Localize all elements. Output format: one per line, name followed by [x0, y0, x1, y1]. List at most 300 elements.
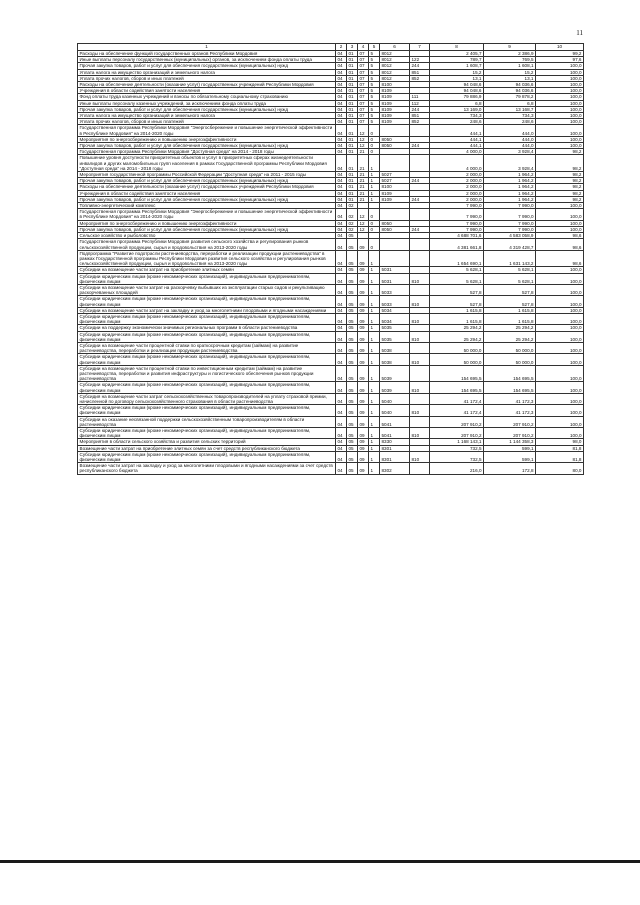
- code-podrazdel: 21: [358, 184, 369, 190]
- code-podrazdel: 07: [358, 106, 369, 112]
- amount-planned: 7 990,0: [430, 203, 484, 209]
- amount-planned: 444,1: [430, 125, 484, 136]
- table-row: [78, 284, 584, 295]
- code-program: 5: [369, 100, 380, 106]
- table-row: [78, 239, 584, 250]
- amount-planned: 734,3: [430, 113, 484, 119]
- amount-planned: 79 886,9: [430, 94, 484, 100]
- amount-executed: 444,0: [484, 136, 536, 142]
- code-razdel: 01: [347, 143, 358, 149]
- amount-executed: 50 000,0: [484, 342, 536, 353]
- amount-executed: 7 990,0: [484, 203, 536, 209]
- code-expense-type: [410, 125, 430, 136]
- amount-planned: 1 615,8: [430, 313, 484, 324]
- code-glav: 04: [336, 226, 347, 232]
- item-name: Иные выплаты персоналу государственных (муниципальных) органов, за исключением фонда оплаты труда: [78, 57, 336, 63]
- code-program: 1: [369, 428, 380, 439]
- code-glav: 04: [336, 428, 347, 439]
- code-podrazdel: 21: [358, 172, 369, 178]
- code-razdel: 05: [347, 267, 358, 273]
- table-row: [78, 365, 584, 382]
- code-podrazdel: 09: [358, 393, 369, 404]
- code-glav: 04: [336, 178, 347, 184]
- code-program: 1: [369, 196, 380, 202]
- amount-planned: 6,8: [430, 100, 484, 106]
- item-name: Государственная программа Республики Мордовия "Энергосбережение и повышение энергетической эффективности в Республике Мордовия" на 2014-2020 годы: [78, 209, 336, 220]
- execution-percent: 100,0: [536, 119, 584, 125]
- code-podrazdel: 09: [358, 451, 369, 462]
- code-article: [380, 125, 410, 136]
- amount-planned: 154 695,5: [430, 365, 484, 382]
- table-row: [78, 382, 584, 393]
- amount-planned: 2 000,0: [430, 178, 484, 184]
- code-podrazdel: 12: [358, 226, 369, 232]
- code-glav: 04: [336, 190, 347, 196]
- amount-planned: 1 615,8: [430, 307, 484, 313]
- item-name: Подпрограмма "Развитие подотрасли растениеводства, переработки и реализации продукции растениеводства" в рамках Государственной программы Республики Мордовия развития сельского хозяйства и регулирования рынков сельскохозяйственной продукции, сырья и продовольствия на 2013-2020 годы: [78, 250, 336, 267]
- execution-percent: 100,0: [536, 125, 584, 136]
- code-glav: 04: [336, 88, 347, 94]
- code-expense-type: 852: [410, 119, 430, 125]
- code-article: 5041: [380, 416, 410, 427]
- item-name: Топливно-энергетический комплекс: [78, 203, 336, 209]
- execution-percent: 98,2: [536, 155, 584, 172]
- code-razdel: 01: [347, 136, 358, 142]
- amount-planned: 13,1: [430, 75, 484, 81]
- item-name: Прочая закупка товаров, работ и услуг для обеспечения государственных (муниципальных) нужд: [78, 143, 336, 149]
- item-name: Субсидии юридическим лицам (кроме некоммерческих организаций), индивидуальным предпринимателям, физическим лицам: [78, 382, 336, 393]
- code-razdel: 01: [347, 190, 358, 196]
- execution-percent: 100,0: [536, 325, 584, 331]
- amount-executed: 25 294,2: [484, 325, 536, 331]
- execution-percent: 98,2: [536, 190, 584, 196]
- code-expense-type: 112: [410, 100, 430, 106]
- amount-planned: 444,1: [430, 136, 484, 142]
- code-razdel: 02: [347, 220, 358, 226]
- code-article: 8012: [380, 69, 410, 75]
- amount-planned: 1 654 690,1: [430, 250, 484, 267]
- header-cell: 1: [78, 44, 336, 51]
- amount-planned: 5 628,1: [430, 267, 484, 273]
- table-row: [78, 155, 584, 172]
- amount-planned: 444,1: [430, 143, 484, 149]
- code-podrazdel: 09: [358, 439, 369, 445]
- code-glav: 04: [336, 313, 347, 324]
- execution-percent: 100,0: [536, 136, 584, 142]
- code-program: 1: [369, 313, 380, 324]
- code-glav: 04: [336, 416, 347, 427]
- code-podrazdel: 12: [358, 125, 369, 136]
- code-article: 5038: [380, 342, 410, 353]
- code-program: 0: [369, 226, 380, 232]
- amount-executed: 7 990,0: [484, 209, 536, 220]
- item-name: Мероприятия по энергосбережению и повышению энергоэффективности: [78, 220, 336, 226]
- execution-percent: 98,2: [536, 196, 584, 202]
- code-podrazdel: 09: [358, 267, 369, 273]
- amount-executed: 734,3: [484, 113, 536, 119]
- code-expense-type: [410, 155, 430, 172]
- item-name: Сельское хозяйство и рыболовство: [78, 233, 336, 239]
- code-podrazdel: 07: [358, 88, 369, 94]
- code-article: 5027: [380, 178, 410, 184]
- item-name: Государственная программа Республики Мордовия "Энергосбережение и повышение энергетической эффективности в Республике Мордовия" на 2014-2020 годы: [78, 125, 336, 136]
- amount-executed: 5 628,1: [484, 267, 536, 273]
- item-name: Субсидии на возмещение части затрат на приобретение элитных семян: [78, 267, 336, 273]
- code-expense-type: [410, 284, 430, 295]
- code-razdel: 05: [347, 273, 358, 284]
- code-podrazdel: 12: [358, 143, 369, 149]
- code-article: 8012: [380, 51, 410, 57]
- code-podrazdel: 12: [358, 209, 369, 220]
- code-program: 1: [369, 178, 380, 184]
- code-glav: 04: [336, 100, 347, 106]
- code-glav: 04: [336, 203, 347, 209]
- code-razdel: 05: [347, 428, 358, 439]
- amount-planned: 527,8: [430, 296, 484, 307]
- code-glav: 04: [336, 325, 347, 331]
- code-glav: 04: [336, 184, 347, 190]
- item-name: Государственная программа Республики Мордовия "Доступная среда" на 2014 - 2018 годы: [78, 149, 336, 155]
- code-glav: 04: [336, 220, 347, 226]
- page-number: 11: [576, 29, 583, 37]
- code-article: 8012: [380, 63, 410, 69]
- amount-executed: 3 928,4: [484, 149, 536, 155]
- code-razdel: 01: [347, 106, 358, 112]
- amount-planned: 41 172,4: [430, 393, 484, 404]
- execution-percent: 100,0: [536, 405, 584, 416]
- code-expense-type: 244: [410, 106, 430, 112]
- execution-percent: 100,0: [536, 209, 584, 220]
- code-razdel: 01: [347, 149, 358, 155]
- amount-executed: 41 172,3: [484, 393, 536, 404]
- amount-executed: 25 294,2: [484, 331, 536, 342]
- item-name: Субсидии юридическим лицам (кроме некоммерческих организаций), индивидуальным предпринимателям, физическим лицам: [78, 273, 336, 284]
- code-program: 5: [369, 106, 380, 112]
- amount-executed: 207 910,2: [484, 416, 536, 427]
- execution-percent: 100,0: [536, 331, 584, 342]
- amount-planned: 207 910,2: [430, 416, 484, 427]
- code-article: 8109: [380, 94, 410, 100]
- code-podrazdel: 21: [358, 149, 369, 155]
- code-expense-type: 810: [410, 273, 430, 284]
- amount-executed: 1 631 143,2: [484, 250, 536, 267]
- code-razdel: 01: [347, 57, 358, 63]
- code-program: 1: [369, 445, 380, 451]
- code-glav: 04: [336, 75, 347, 81]
- table-row: [78, 125, 584, 136]
- amount-executed: 1 144 358,3: [484, 439, 536, 445]
- code-expense-type: 111: [410, 94, 430, 100]
- code-expense-type: 810: [410, 382, 430, 393]
- code-glav: 04: [336, 143, 347, 149]
- table-row: [78, 451, 584, 462]
- code-razdel: 01: [347, 155, 358, 172]
- item-name: Уплата прочих налогов, сборов и иных платежей: [78, 119, 336, 125]
- item-name: Прочая закупка товаров, работ и услуг для обеспечения государственных (муниципальных) нужд: [78, 226, 336, 232]
- execution-percent: 100,0: [536, 69, 584, 75]
- code-glav: 04: [336, 382, 347, 393]
- amount-executed: 769,5: [484, 57, 536, 63]
- code-article: 5033: [380, 296, 410, 307]
- code-article: 8301: [380, 451, 410, 462]
- execution-percent: 100,0: [536, 354, 584, 365]
- code-program: 1: [369, 463, 380, 474]
- code-expense-type: 851: [410, 113, 430, 119]
- code-program: 0: [369, 143, 380, 149]
- code-article: [380, 250, 410, 267]
- code-glav: 04: [336, 239, 347, 250]
- execution-percent: 100,0: [536, 284, 584, 295]
- code-program: 1: [369, 451, 380, 462]
- code-program: 1: [369, 354, 380, 365]
- code-program: 1: [369, 393, 380, 404]
- amount-executed: 1 964,2: [484, 178, 536, 184]
- item-name: Фонд оплаты труда казенных учреждений и взносы по обязательному социальному страхованию: [78, 94, 336, 100]
- item-name: Учреждения в области содействия занятости населения: [78, 88, 336, 94]
- code-program: 1: [369, 365, 380, 382]
- amount-executed: 444,0: [484, 143, 536, 149]
- execution-percent: 99,2: [536, 51, 584, 57]
- amount-planned: 4 000,0: [430, 149, 484, 155]
- code-program: 1: [369, 325, 380, 331]
- code-article: 5034: [380, 313, 410, 324]
- code-article: 5033: [380, 284, 410, 295]
- code-expense-type: 851: [410, 69, 430, 75]
- code-program: 1: [369, 342, 380, 353]
- code-glav: 04: [336, 307, 347, 313]
- code-razdel: 05: [347, 393, 358, 404]
- code-razdel: 05: [347, 405, 358, 416]
- code-article: 8109: [380, 190, 410, 196]
- execution-percent: 100,0: [536, 106, 584, 112]
- amount-planned: 50 000,0: [430, 342, 484, 353]
- code-glav: 04: [336, 155, 347, 172]
- amount-planned: 25 294,2: [430, 325, 484, 331]
- code-razdel: 05: [347, 445, 358, 451]
- code-program: 1: [369, 190, 380, 196]
- header-cell: 4: [358, 44, 369, 51]
- table-row: [78, 416, 584, 427]
- code-article: 5035: [380, 325, 410, 331]
- code-article: 8012: [380, 75, 410, 81]
- code-article: 8109: [380, 88, 410, 94]
- amount-executed: 79 878,2: [484, 94, 536, 100]
- code-program: 1: [369, 331, 380, 342]
- amount-executed: 1 964,2: [484, 184, 536, 190]
- code-article: 5039: [380, 365, 410, 382]
- item-name: Субсидия на возмещение части затрат сельскохозяйственных товаропроизводителей на уплату страховой премии, начисленной по договору сельскохозяйственного страхования в области растениеводства: [78, 393, 336, 404]
- code-program: 5: [369, 113, 380, 119]
- code-podrazdel: 09: [358, 284, 369, 295]
- code-expense-type: 810: [410, 354, 430, 365]
- code-razdel: 05: [347, 239, 358, 250]
- amount-executed: 1 964,2: [484, 190, 536, 196]
- code-razdel: 01: [347, 88, 358, 94]
- code-program: 1: [369, 155, 380, 172]
- code-podrazdel: 09: [358, 273, 369, 284]
- code-expense-type: 244: [410, 226, 430, 232]
- budget-table: [77, 43, 584, 475]
- code-article: 8100: [380, 184, 410, 190]
- execution-percent: 100,0: [536, 307, 584, 313]
- code-glav: 04: [336, 296, 347, 307]
- execution-percent: 100,0: [536, 296, 584, 307]
- code-expense-type: [410, 393, 430, 404]
- item-name: Субсидии на поддержку экономически значимых региональных программ в области растениеводства: [78, 325, 336, 331]
- code-podrazdel: 09: [358, 445, 369, 451]
- header-cell: 9: [484, 44, 536, 51]
- amount-executed: 172,8: [484, 463, 536, 474]
- amount-executed: 154 695,5: [484, 382, 536, 393]
- amount-planned: 2 000,0: [430, 172, 484, 178]
- amount-executed: 15,2: [484, 69, 536, 75]
- code-expense-type: [410, 342, 430, 353]
- code-razdel: 05: [347, 296, 358, 307]
- code-expense-type: 810: [410, 313, 430, 324]
- item-name: Субсидии на возмещение части процентной ставки по инвестиционным кредитам (займам) на развитие растениеводства, переработки и развития инфраструктуры и логистического обеспечения рынков продукции растениеводства: [78, 365, 336, 382]
- execution-percent: 100,0: [536, 428, 584, 439]
- amount-planned: 207 910,2: [430, 428, 484, 439]
- item-name: Субсидии на возмещение части затрат на закладку и уход за многолетними плодовыми и ягодными насаждениями: [78, 307, 336, 313]
- table-header-row: [78, 44, 584, 51]
- execution-percent: 100,0: [536, 82, 584, 88]
- execution-percent: 100,0: [536, 342, 584, 353]
- code-podrazdel: 21: [358, 178, 369, 184]
- execution-percent: 81,8: [536, 451, 584, 462]
- amount-executed: 6,8: [484, 100, 536, 106]
- code-podrazdel: 09: [358, 239, 369, 250]
- code-razdel: 05: [347, 365, 358, 382]
- code-podrazdel: 09: [358, 342, 369, 353]
- code-article: 5027: [380, 172, 410, 178]
- code-program: 1: [369, 439, 380, 445]
- code-razdel: 05: [347, 382, 358, 393]
- code-program: 0: [369, 239, 380, 250]
- amount-executed: 13 168,7: [484, 106, 536, 112]
- amount-planned: 248,6: [430, 119, 484, 125]
- code-podrazdel: 07: [358, 57, 369, 63]
- execution-percent: 81,8: [536, 445, 584, 451]
- code-razdel: 02: [347, 226, 358, 232]
- code-article: [380, 209, 410, 220]
- execution-percent: 100,0: [536, 220, 584, 226]
- code-program: 1: [369, 416, 380, 427]
- code-article: 8109: [380, 106, 410, 112]
- code-podrazdel: 07: [358, 100, 369, 106]
- code-article: 8109: [380, 119, 410, 125]
- code-article: 8109: [380, 100, 410, 106]
- amount-executed: 599,1: [484, 445, 536, 451]
- amount-executed: 94 036,6: [484, 88, 536, 94]
- code-glav: 04: [336, 113, 347, 119]
- code-glav: 04: [336, 463, 347, 474]
- code-razdel: 01: [347, 125, 358, 136]
- header-cell: 8: [430, 44, 484, 51]
- amount-planned: 7 990,0: [430, 220, 484, 226]
- table-row: [78, 463, 584, 474]
- code-razdel: 01: [347, 100, 358, 106]
- code-expense-type: 852: [410, 75, 430, 81]
- header-cell: 7: [410, 44, 430, 51]
- item-name: Уплата прочих налогов, сборов и иных платежей: [78, 75, 336, 81]
- execution-percent: 100,0: [536, 267, 584, 273]
- item-name: Государственная программа Республики Мордовия развития сельского хозяйства и регулирования рынков сельскохозяйственной продукции, сырья и продовольствия на 2013-2020 годы: [78, 239, 336, 250]
- code-glav: 04: [336, 273, 347, 284]
- amount-planned: 15,2: [430, 69, 484, 75]
- amount-planned: 2 000,0: [430, 196, 484, 202]
- amount-planned: 2 405,7: [430, 51, 484, 57]
- code-glav: 04: [336, 136, 347, 142]
- code-glav: 04: [336, 354, 347, 365]
- code-expense-type: 244: [410, 143, 430, 149]
- code-glav: 04: [336, 233, 347, 239]
- amount-executed: 94 036,6: [484, 82, 536, 88]
- code-glav: 04: [336, 106, 347, 112]
- code-program: 0: [369, 149, 380, 155]
- budget-table-container: [77, 43, 583, 475]
- code-podrazdel: 07: [358, 119, 369, 125]
- amount-planned: 7 990,0: [430, 226, 484, 232]
- item-name: Прочая закупка товаров, работ и услуг для обеспечения государственных (муниципальных) нужд: [78, 196, 336, 202]
- code-program: 5: [369, 75, 380, 81]
- code-podrazdel: 09: [358, 428, 369, 439]
- amount-executed: 13,1: [484, 75, 536, 81]
- execution-percent: 100,0: [536, 416, 584, 427]
- code-podrazdel: 07: [358, 94, 369, 100]
- execution-percent: 100,0: [536, 63, 584, 69]
- code-razdel: 01: [347, 113, 358, 119]
- item-name: Субсидии юридическим лицам (кроме некоммерческих организаций), индивидуальным предпринимателям, физическим лицам: [78, 331, 336, 342]
- item-name: Уплата налога на имущество организаций и земельного налога: [78, 113, 336, 119]
- item-name: Субсидии юридическим лицам (кроме некоммерческих организаций), индивидуальным предпринимателям, физическим лицам: [78, 451, 336, 462]
- code-glav: 04: [336, 445, 347, 451]
- code-program: 5: [369, 51, 380, 57]
- item-name: Иные выплаты персоналу казенных учреждений, за исключением фонда оплаты труда: [78, 100, 336, 106]
- code-razdel: 05: [347, 463, 358, 474]
- code-expense-type: [410, 416, 430, 427]
- table-row: [78, 313, 584, 324]
- code-article: 5031: [380, 267, 410, 273]
- code-program: 0: [369, 136, 380, 142]
- code-glav: 04: [336, 439, 347, 445]
- code-program: 1: [369, 405, 380, 416]
- code-expense-type: 244: [410, 196, 430, 202]
- code-glav: 04: [336, 69, 347, 75]
- code-podrazdel: 07: [358, 82, 369, 88]
- code-article: 5031: [380, 273, 410, 284]
- code-expense-type: 122: [410, 57, 430, 63]
- amount-planned: 1 608,7: [430, 63, 484, 69]
- code-program: 1: [369, 184, 380, 190]
- code-glav: 04: [336, 172, 347, 178]
- amount-planned: 7 990,0: [430, 209, 484, 220]
- table-body: [78, 51, 584, 475]
- item-name: Прочая закупка товаров, работ и услуг для обеспечения государственных (муниципальных) нужд: [78, 106, 336, 112]
- code-razdel: 05: [347, 233, 358, 239]
- code-razdel: 01: [347, 63, 358, 69]
- code-glav: 04: [336, 119, 347, 125]
- code-expense-type: [410, 365, 430, 382]
- code-razdel: 01: [347, 172, 358, 178]
- item-name: Субсидии юридическим лицам (кроме некоммерческих организаций), индивидуальным предпринимателям, физическим лицам: [78, 405, 336, 416]
- code-program: 5: [369, 69, 380, 75]
- code-program: 5: [369, 63, 380, 69]
- amount-executed: 7 990,0: [484, 226, 536, 232]
- execution-percent: 98,2: [536, 149, 584, 155]
- code-glav: 04: [336, 51, 347, 57]
- code-glav: 04: [336, 82, 347, 88]
- item-name: Субсидии на возмещение части процентной ставки по краткосрочным кредитам (займам) на развитие растениеводства, переработки и реализации продукции растениеводства: [78, 342, 336, 353]
